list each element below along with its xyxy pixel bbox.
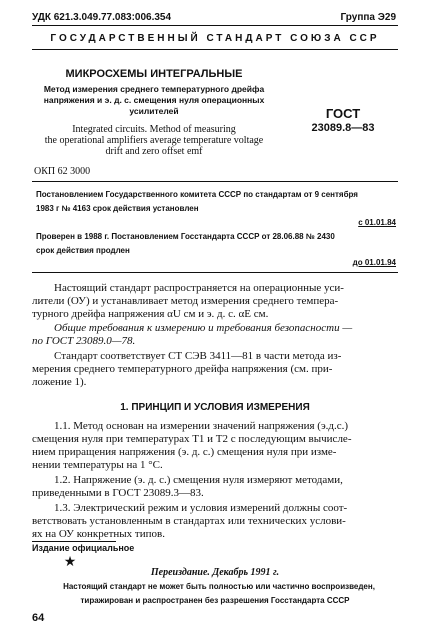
- english-title-1: Integrated circuits. Method of measuring: [72, 124, 236, 135]
- decree-check-line: Проверен в 1988 г. Постановлением Госстандарта СССР от 28.06.88 № 2430: [36, 232, 335, 241]
- text-line: Стандарт соответствует СТ СЭВ 3411—81 в части метода из-: [54, 350, 342, 362]
- english-title-2: the operational amplifiers average temperature voltage: [44, 135, 264, 146]
- agency-title: ГОСУДАРСТВЕННЫЙ СТАНДАРТ СОЮЗА ССР: [50, 33, 380, 44]
- text-line: ветствовать установленным в стандартах или технических услови-: [32, 515, 346, 527]
- okp-code: ОКП 62 3000: [34, 166, 91, 177]
- decree-start-date: с 01.01.84: [358, 218, 396, 227]
- english-title-3: drift and zero offset emf: [105, 146, 203, 157]
- section-paragraph-1: [32, 420, 398, 472]
- text-line: приведенными в ГОСТ 23089.3—83.: [32, 487, 204, 499]
- copyright-note-2: тиражирован и распространен без разрешения Госстандарта СССР: [80, 596, 350, 605]
- section-paragraph-2: [32, 474, 398, 500]
- standard-subtitle-1: Метод измерения среднего температурного дрейфа: [43, 84, 265, 94]
- standard-subtitle-2: напряжения и э. д. с. смещения нуля операционных: [43, 95, 265, 105]
- text-line: нении температуры на 1 °С.: [32, 459, 163, 471]
- text-line: нием приращения напряжения (э. д. с.) смещения нуля при изме-: [32, 446, 337, 458]
- intro-paragraph-1: [32, 282, 398, 321]
- group-code: Группа Э29: [340, 12, 396, 23]
- official-edition: Издание официальное: [32, 543, 135, 553]
- decree-line-2: 1983 г № 4163 срок действия установлен: [36, 204, 199, 213]
- text-line: ях на ОУ конкретных типов.: [32, 528, 165, 540]
- intro-paragraph-2: [32, 322, 398, 348]
- page-number: 64: [32, 612, 45, 624]
- text-line: мерения среднего температурного дрейфа напряжения (см. при-: [32, 363, 333, 375]
- text-line: Общие требования к измерению и требования безопасности —: [54, 322, 353, 334]
- decree-line-1: Постановлением Государственного комитета СССР по стандартам от 9 сентября: [36, 190, 358, 199]
- standard-subtitle-3: усилителей: [129, 106, 179, 116]
- text-line: по ГОСТ 23089.0—78.: [32, 335, 136, 347]
- star-icon: ★: [63, 555, 77, 570]
- decree-rule: [32, 272, 398, 273]
- standard-title: МИКРОСХЕМЫ ИНТЕГРАЛЬНЫЕ: [65, 68, 243, 80]
- section-heading: 1. ПРИНЦИП И УСЛОВИЯ ИЗМЕРЕНИЯ: [120, 402, 310, 413]
- text-line: 1.3. Электрический режим и условия измерений должны соот-: [54, 502, 348, 514]
- text-line: 1.1. Метод основан на измерении значений напряжения (э.д.с.): [54, 420, 349, 432]
- text-line: Настоящий стандарт распространяется на операционные уси-: [54, 282, 344, 294]
- gost-label: ГОСТ: [325, 106, 361, 121]
- text-line: турного дрейфа напряжения αU см и э. д. с. αE см.: [32, 308, 269, 320]
- decree-end-date: до 01.01.94: [352, 258, 396, 267]
- text-line: смещения нуля при температурах T1 и T2 с последующим вычисле-: [32, 433, 352, 445]
- footer-rule: [32, 541, 116, 542]
- text-line: лители (ОУ) и устанавливает метод измерения среднего темпера-: [32, 295, 339, 307]
- gost-number: 23089.8—83: [311, 122, 375, 134]
- text-line: 1.2. Напряжение (э. д. с.) смещения нуля измеряют методами,: [54, 474, 343, 486]
- okp-rule: [32, 181, 398, 182]
- section-paragraph-3: [32, 502, 398, 541]
- reissue-note: Переиздание. Декабрь 1991 г.: [150, 567, 280, 578]
- udk-code: УДК 621.3.049.77.083:006.354: [32, 12, 172, 23]
- intro-paragraph-3: [32, 350, 398, 389]
- agency-rule: [32, 49, 398, 50]
- copyright-note-1: Настоящий стандарт не может быть полностью или частично воспроизведен,: [63, 582, 375, 591]
- text-line: ложение 1).: [32, 376, 87, 388]
- decree-extended: срок действия продлен: [36, 246, 130, 255]
- header-rule: [32, 25, 398, 26]
